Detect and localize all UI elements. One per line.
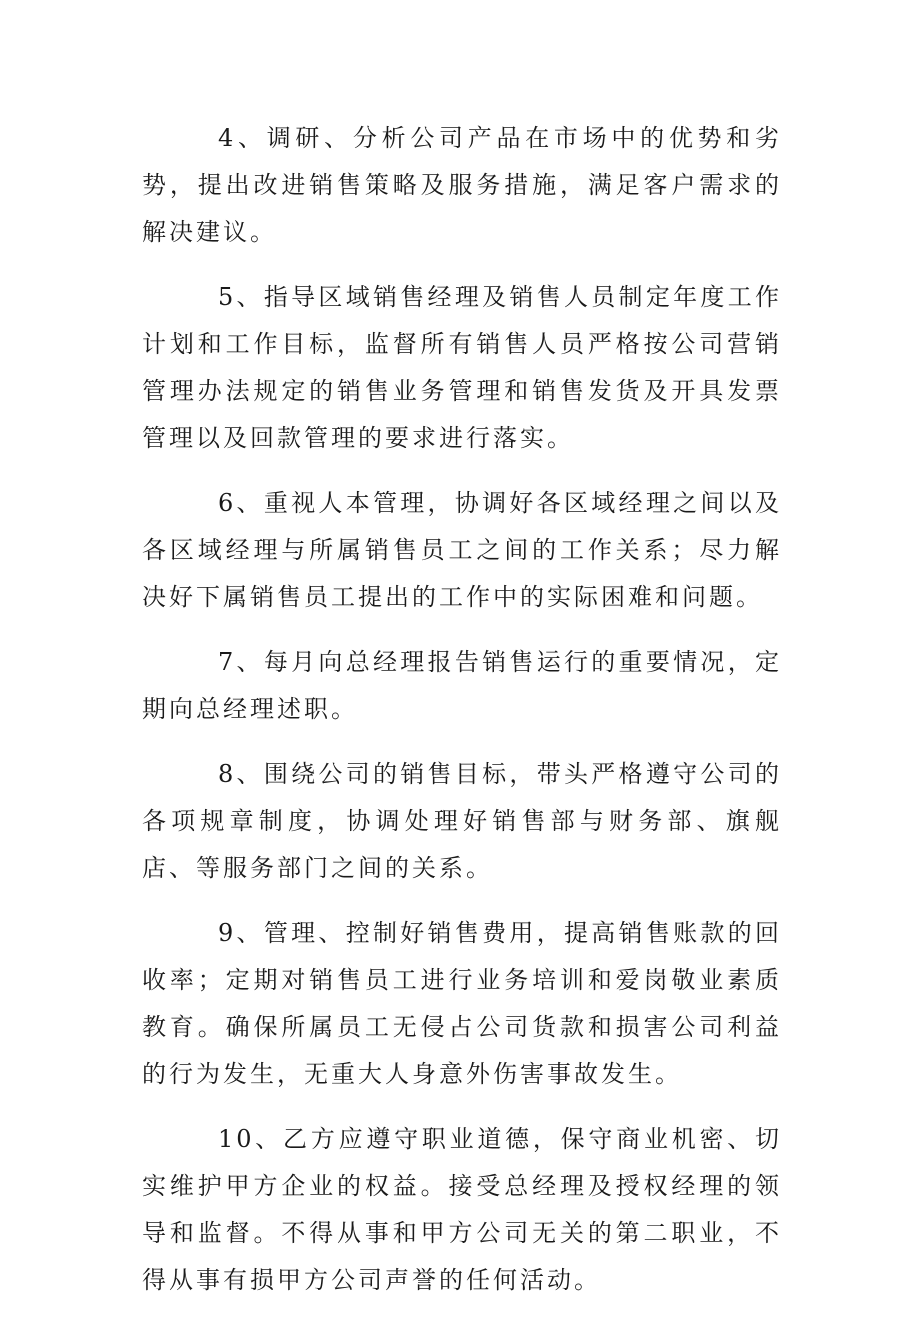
paragraph-item-5: 5、指导区域销售经理及销售人员制定年度工作计划和工作目标，监督所有销售人员严格按公司营销管理办法规定的销售业务管理和销售发货及开具发票管理以及回款管理的要求进行落实。 bbox=[142, 283, 782, 452]
paragraph-item-8: 8、围绕公司的销售目标，带头严格遵守公司的各项规章制度，协调处理好销售部与财务部、旗舰店、等服务部门之间的关系。 bbox=[142, 760, 782, 882]
paragraph-item-4: 4、调研、分析公司产品在市场中的优势和劣势，提出改进销售策略及服务措施，满足客户需求的解决建议。 bbox=[142, 124, 782, 246]
paragraph-item-9: 9、管理、控制好销售费用，提高销售账款的回收率；定期对销售员工进行业务培训和爱岗敬业素质教育。确保所属员工无侵占公司货款和损害公司利益的行为发生，无重大人身意外伤害事故发生。 bbox=[142, 919, 782, 1088]
paragraph-item-6: 6、重视人本管理，协调好各区域经理之间以及各区域经理与所属销售员工之间的工作关系；尽力解决好下属销售员工提出的工作中的实际困难和问题。 bbox=[142, 489, 782, 611]
paragraph-item-10: 10、乙方应遵守职业道德，保守商业机密、切实维护甲方企业的权益。接受总经理及授权经理的领导和监督。不得从事和甲方公司无关的第二职业，不得从事有损甲方公司声誉的任何活动。 bbox=[142, 1125, 782, 1294]
document-body bbox=[142, 115, 782, 1322]
paragraph-item-7: 7、每月向总经理报告销售运行的重要情况，定期向总经理述职。 bbox=[142, 648, 782, 723]
